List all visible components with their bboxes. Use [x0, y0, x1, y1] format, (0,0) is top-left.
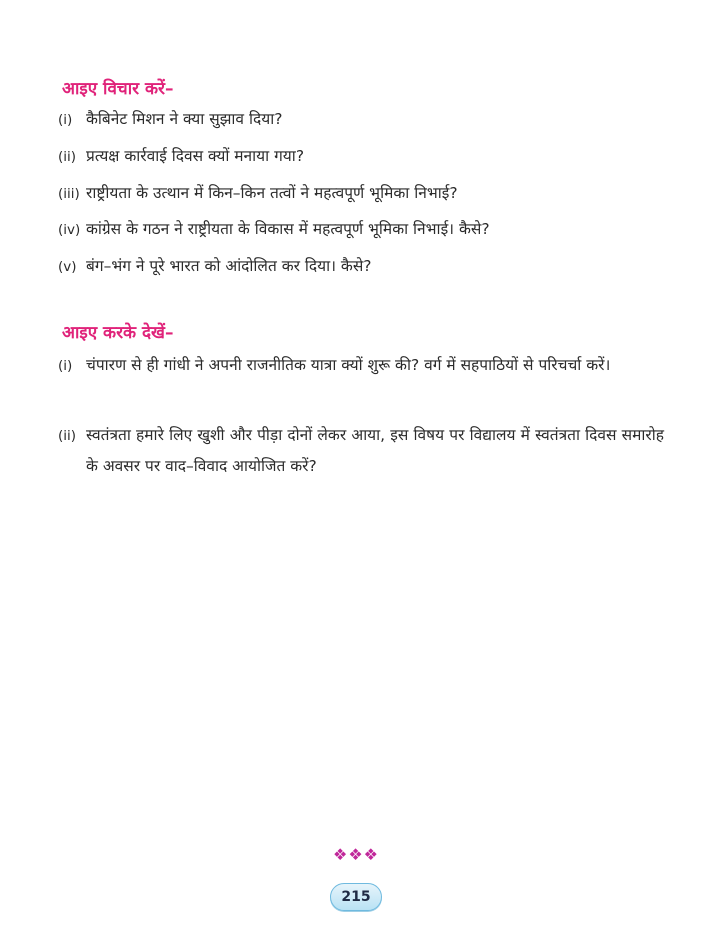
section-heading-do: आइए करके देखें– — [62, 323, 174, 343]
page-number: 215 — [341, 889, 371, 905]
section-heading-think: आइए विचार करें– — [62, 79, 174, 99]
question-text: प्रत्यक्ष कार्रवाई दिवस क्यों मनाया गया? — [86, 147, 305, 165]
question-item — [58, 420, 664, 482]
question-number: (v) — [58, 259, 77, 275]
question-text: बंग–भंग ने पूरे भारत को आंदोलित कर दिया। कैसे? — [86, 257, 372, 275]
question-item — [58, 178, 664, 210]
question-number: (i) — [58, 358, 73, 374]
question-item — [58, 251, 664, 283]
question-text: चंपारण से ही गांधी ने अपनी राजनीतिक यात्रा क्यों शुरू की? वर्ग में सहपाठियों से परिचर्चा करें। — [86, 356, 611, 374]
question-number: (iv) — [58, 222, 81, 238]
page-number-badge — [330, 883, 382, 911]
question-text: स्वतंत्रता हमारे लिए खुशी और पीड़ा दोनों लेकर आया, इस विषय पर विद्यालय में स्वतंत्रता दिवस समारोह के अवसर पर वाद–विवाद आयोजित करें? — [86, 426, 664, 475]
question-number: (ii) — [58, 149, 77, 165]
question-number: (ii) — [58, 428, 77, 444]
question-text: कांग्रेस के गठन ने राष्ट्रीयता के विकास में महत्वपूर्ण भूमिका निभाई। कैसे? — [86, 220, 490, 238]
section-end-ornament: ❖❖❖ — [332, 845, 380, 864]
question-item — [58, 214, 664, 246]
question-number: (iii) — [58, 186, 80, 202]
question-item — [58, 350, 664, 382]
question-number: (i) — [58, 112, 73, 128]
question-item — [58, 104, 664, 136]
question-item — [58, 141, 664, 173]
question-text: कैबिनेट मिशन ने क्या सुझाव दिया? — [86, 110, 283, 128]
question-text: राष्ट्रीयता के उत्थान में किन–किन तत्वों ने महत्वपूर्ण भूमिका निभाई? — [86, 184, 458, 202]
